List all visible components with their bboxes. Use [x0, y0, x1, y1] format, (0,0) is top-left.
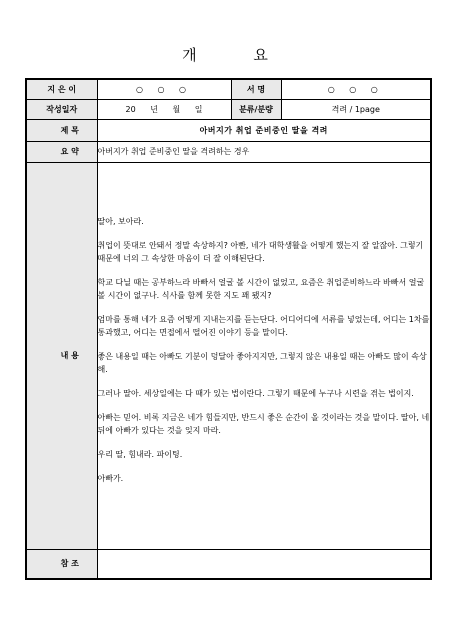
overview-form: [25, 78, 432, 580]
page-title: 개 요: [182, 46, 294, 64]
content-label: 내 용: [26, 162, 97, 549]
summary-label: 요 약: [26, 141, 97, 162]
author-row: [26, 79, 431, 99]
content-paragraph: 딸아, 보아라.: [97, 217, 144, 226]
reference-value: [97, 549, 431, 579]
reference-label: 참 조: [26, 549, 97, 579]
signature-label: 서 명: [231, 79, 281, 99]
content-paragraph: 우리 딸, 힘내라. 파이팅.: [97, 450, 183, 459]
summary-row: [26, 141, 431, 162]
author-value: ○ ○ ○: [97, 79, 231, 99]
subject-label: 제 목: [26, 119, 97, 141]
subject-value: 아버지가 취업 준비중인 딸을 격려: [97, 119, 431, 141]
content-paragraph: 취업이 뜻대로 안돼서 정말 속상하지? 아빤, 네가 대학생활을 어떻게 했는지 잘 알잖아. 그렇기 때문에 너의 그 속상한 마음이 더 잘 이해된단다.: [97, 241, 424, 263]
category-label: 분류/분량: [231, 99, 281, 119]
author-label: 지 은 이: [26, 79, 97, 99]
content-body: [97, 162, 431, 549]
date-row: [26, 99, 431, 119]
summary-value: 아버지가 취업 준비중인 딸을 격려하는 경우: [97, 141, 431, 162]
content-paragraph: 그러나 딸아. 세상일에는 다 때가 있는 법이란다. 그렇기 때문에 누구나 시련을 겪는 법이지.: [97, 389, 414, 398]
content-paragraph: 좋은 내용일 때는 아빠도 기분이 덩달아 좋아지지만, 그렇지 않은 내용일 때는 아빠도 많이 속상해.: [97, 352, 427, 374]
subject-row: [26, 119, 431, 141]
content-paragraph: 아빠가.: [97, 474, 124, 483]
date-value: 20 년 월 일: [97, 99, 231, 119]
category-value: 격려 / 1page: [281, 99, 431, 119]
reference-row: [26, 549, 431, 579]
date-label: 작성일자: [26, 99, 97, 119]
content-paragraph: 엄마를 통해 네가 요즘 어떻게 지내는지를 듣는단다. 어디어디에 서류를 넣었는데, 어디는 1차를 통과했고, 어디는 면접에서 떨어진 이야기 등을 말이다.: [97, 315, 430, 337]
content-paragraph: 아빠는 믿어. 비록 지금은 네가 힘들지만, 반드시 좋은 순간이 올 것이라는 것을 말이다. 딸아, 네 뒤에 아빠가 있다는 것을 잊지 마라.: [97, 413, 430, 435]
signature-value: ○ ○ ○: [281, 79, 431, 99]
content-paragraph: 학교 다닐 때는 공부하느라 바빠서 얼굴 볼 시간이 없었고, 요즘은 취업준비하느라 바빠서 얼굴 볼 시간이 없구나. 식사를 함께 못한 지도 꽤 됐지?: [97, 278, 425, 300]
content-row: [26, 162, 431, 549]
